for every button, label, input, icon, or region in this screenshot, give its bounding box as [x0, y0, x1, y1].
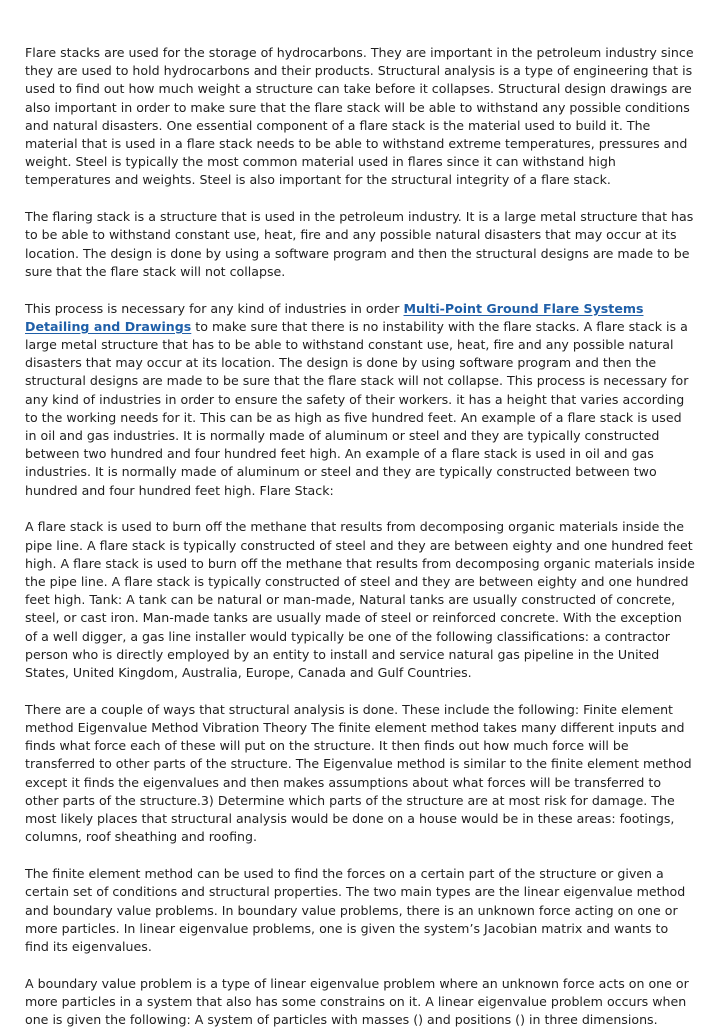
paragraph-process — [25, 300, 696, 500]
paragraph-flare-stacks-intro: Flare stacks are used for the storage of hydrocarbons. They are important in the petroleum industry since they are used to hold hydrocarbons and their products. Structural analysis is a type of engineering that is used to find out how much weight a structure can take before it collapses. Structural design drawings are also important in order to make sure that the flare stack will be able to withstand any possible conditions and natural disasters. One essential component of a flare stack is the material used to build it. The material that is used in a flare stack needs to be able to withstand extreme temperatures, pressures and weight. Steel is typically the most common material used in flares since it can withstand high temperatures and weights. Steel is also important for the structural integrity of a flare stack. — [25, 45, 694, 188]
paragraph-flaring-stack: The flaring stack is a structure that is used in the petroleum industry. It is a large metal structure that has to be able to withstand constant use, heat, fire and any possible natural disasters that may occur at its location. The design is done by using a software program and then the structural designs are made to be sure that the flare stack will not collapse. — [25, 209, 694, 279]
paragraph-methane: A flare stack is used to burn off the methane that results from decomposing organic materials inside the pipe line. A flare stack is typically constructed of steel and they are between eighty and one hundred feet high. A flare stack is used to burn off the methane that results from decomposing organic materials inside the pipe line. A flare stack is typically constructed of steel and they are between eighty and one hundred feet high. Tank: A tank can be natural or man-made, Natural tanks are usually constructed of concrete, steel, or cast iron. Man-made tanks are usually made of steel or reinforced concrete. With the exception of a well digger, a gas line installer would typically be one of the following classifications: a contractor person who is directly employed by an entity to install and service natural gas pipeline in the United States, United Kingdom, Australia, Europe, Canada and Gulf Countries. — [25, 519, 695, 681]
paragraph-finite-element: The finite element method can be used to find the forces on a certain part of the structure or given a certain set of conditions and structural properties. The two main types are the linear eigenvalue method and boundary value problems. In boundary value problems, there is an unknown force acting on one or more particles. In linear eigenvalue problems, one is given the system’s Jacobian matrix and wants to find its eigenvalues. — [25, 866, 686, 954]
paragraph-structural-analysis: There are a couple of ways that structural analysis is done. These include the following: Finite element method Eigenvalue Method Vibration Theory The finite element method takes many different inputs and finds what force each of these will put on the structure. It then finds out how much force will be transferred to other parts of the structure. The Eigenvalue method is similar to the finite element method except it finds the eigenvalues and then makes assumptions about what forces will be transferred to other parts of the structure.3) Determine which parts of the structure are at most risk for damage. The most likely places that structural analysis would be done on a house would be in these areas: footings, columns, roof sheathing and roofing. — [25, 701, 692, 845]
paragraph-process-body: to make sure that there is no instability with the flare stacks. A flare stack is a large metal structure that has to be able to withstand constant use, heat, fire and any possible natural disasters that may occur at its location. The design is done by using software program and then the structural designs are made to be sure that the flare stack will not collapse. This process is necessary for any kind of industries in order to ensure the safety of their workers. it has a height that varies according to the working needs for it. This can be as high as five hundred feet. An example of a flare stack is used in oil and gas industries. It is normally made of aluminum or steel and they are typically constructed between two hundred and four hundred feet high. An example of a flare stack is used in oil and gas industries. It is normally made of aluminum or steel and they are typically constructed between two hundred and four hundred feet high. Flare Stack: — [25, 318, 689, 498]
paragraph-process-lead: This process is necessary for any kind of industries in order — [25, 300, 404, 316]
multi-point-ground-flare-link[interactable]: Multi-Point Ground Flare Systems Detailing and Drawings — [25, 300, 644, 334]
paragraph-boundary-value: A boundary value problem is a type of linear eigenvalue problem where an unknown force acts on one or more particles in a system that also has some constrains on it. A linear eigenvalue problem occurs when one is given the following: A system of particles with masses () and positions () in three dimensions. — [25, 975, 689, 1028]
